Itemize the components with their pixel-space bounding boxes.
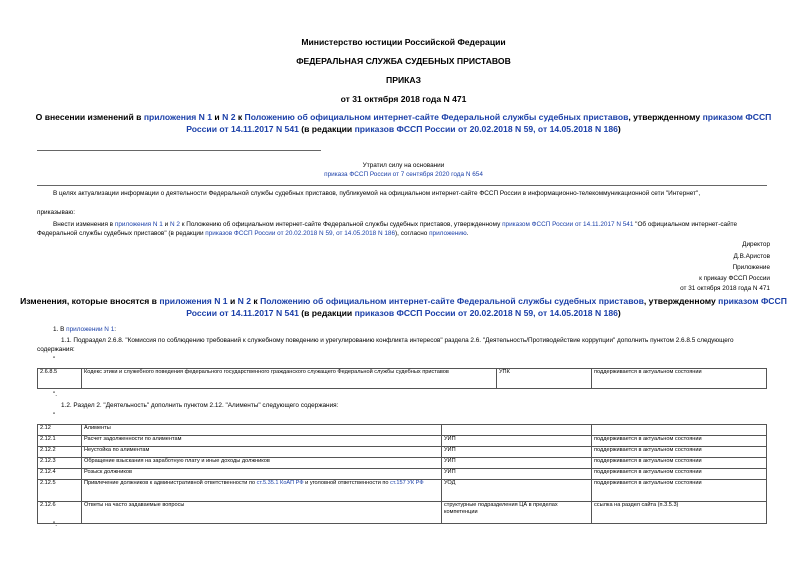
cell-status: ссылка на раздел сайта (п.3.5.3): [592, 502, 767, 524]
item-1: 1. В приложении N 1:: [53, 326, 117, 333]
table-alimony: [37, 424, 767, 524]
cell-title: Расчет задолженности по алиментам: [82, 436, 442, 447]
service-name: ФЕДЕРАЛЬНАЯ СЛУЖБА СУДЕБНЫХ ПРИСТАВОВ: [296, 56, 511, 66]
link-appendix-1[interactable]: приложении N 1: [66, 326, 115, 333]
cell-executor: УИП: [442, 436, 592, 447]
appendix-label: Приложение: [732, 264, 770, 271]
table-row: [38, 480, 767, 502]
quote-close: ".: [53, 391, 58, 398]
document-title: О внесении изменений в приложения N 1 и N 2 к Положению об официальном интернет-сайте Федеральной службы судебных приставов, утвержденному приказом ФССП России от 14.11.2017 N 541 (в редакции приказов ФССП России от 20.02.2018 N 59, от 14.05.2018 N 186): [35, 112, 772, 134]
doc-date: от 31 октября 2018 года N 471: [340, 94, 467, 104]
item-1-2: 1.2. Раздел 2. "Деятельность" дополнить пунктом 2.12. "Алименты" следующего содержания:: [61, 402, 339, 409]
link-koap-5-35-1[interactable]: ст.5.35.1 КоАП РФ: [256, 480, 304, 486]
link-regulation[interactable]: Положению об официальном интернет-сайте Федеральной службы судебных приставов: [260, 296, 644, 306]
cell-executor: УПК: [497, 369, 592, 389]
cell-status: поддерживается в актуальном состоянии: [592, 458, 767, 469]
cell-number: 2.12.5: [38, 480, 82, 502]
ministry-name: Министерство юстиции Российской Федерации: [301, 37, 506, 47]
cell-title: Ответы на часто задаваемые вопросы: [82, 502, 442, 524]
signer-role: Директор: [742, 241, 770, 248]
cell-title: Обращение взыскания на заработную плату и иные доходы должников: [82, 458, 442, 469]
table-row: [38, 436, 767, 447]
link-orders-59-186[interactable]: приказов ФССП России от 20.02.2018 N 59, от 14.05.2018 N 186: [354, 308, 618, 318]
cell-number: 2.6.8.5: [38, 369, 82, 389]
changes-title: Изменения, которые вносятся в приложения N 1 и N 2 к Положению об официальном интернет-сайте Федеральной службы судебных приставов, утвержденному приказом ФССП России от 14.11.2017 N 541 (в редакции приказов ФССП России от 20.02.2018 N 59, от 14.05.2018 N 186): [20, 296, 787, 318]
link-appendix[interactable]: приложению: [429, 229, 467, 237]
table-row: [38, 369, 767, 389]
cell-number: 2.12.4: [38, 469, 82, 480]
table-row: [38, 425, 767, 436]
link-orders-59-186[interactable]: приказов ФССП России от 20.02.2018 N 59, от 14.05.2018 N 186: [205, 229, 396, 237]
quote-close: ".: [53, 521, 58, 528]
table-row: [38, 469, 767, 480]
item-1-1: 1.1. Подраздел 2.6.8. "Комиссия по соблюдению требований к служебному поведению и урегулированию конфликта интересов" раздела 2.6. "Деятельность/Противодействие коррупции" дополнить пунктом 2.6.8.5 следующего содержания:: [37, 337, 734, 353]
link-regulation[interactable]: Положению об официальном интернет-сайте Федеральной службы судебных приставов: [244, 112, 629, 122]
order-word: приказываю:: [37, 209, 75, 216]
link-appendix-2[interactable]: N 2: [222, 112, 236, 122]
quote-open: ": [53, 412, 56, 419]
paragraph-amend: Внести изменения в приложения N 1 и N 2 к Положению об официальном интернет-сайте Федеральной службы судебных приставов, утвержденному приказом ФССП России от 14.11.2017 N 541 "Об официальном интернет-сайте Федеральной службы судебных приставов" (в редакции приказов ФССП России от 20.02.2018 N 59, от 14.05.2018 N 186), согласно приложению.: [37, 221, 738, 237]
cell-title: Розыск должников: [82, 469, 442, 480]
cell-number: 2.12.6: [38, 502, 82, 524]
cell-status: поддерживается в актуальном состоянии: [592, 436, 767, 447]
link-uk-157[interactable]: ст.157 УК РФ: [390, 480, 424, 486]
cell-executor: УОД: [442, 480, 592, 502]
cell-executor: УИП: [442, 458, 592, 469]
cell-title: Привлечение должников к административной ответственности по ст.5.35.1 КоАП РФ и уголовной ответственности по ст.157 УК РФ: [82, 480, 442, 502]
link-expired-order[interactable]: приказа ФССП России от 7 сентября 2020 года N 654: [324, 171, 483, 178]
cell-number: 2.12.3: [38, 458, 82, 469]
table-row: [38, 458, 767, 469]
cell-status: поддерживается в актуальном состоянии: [592, 480, 767, 502]
cell-executor: УИП: [442, 469, 592, 480]
link-orders-59-186[interactable]: приказов ФССП России от 20.02.2018 N 59, от 14.05.2018 N 186: [354, 124, 618, 134]
link-appendix-1[interactable]: приложения N 1: [114, 221, 163, 228]
cell-status: поддерживается в актуальном состоянии: [592, 469, 767, 480]
quote-open: ": [53, 356, 56, 363]
cell-status: [592, 425, 767, 436]
cell-executor: [442, 425, 592, 436]
cell-number: 2.12.1: [38, 436, 82, 447]
link-order-541[interactable]: приказом ФССП России от 14.11.2017 N 541: [186, 296, 787, 318]
table-row: [38, 502, 767, 524]
link-appendix-1[interactable]: приложения N 1: [143, 112, 213, 122]
divider: [37, 185, 767, 186]
link-order-541[interactable]: приказом ФССП России от 14.11.2017 N 541: [186, 112, 772, 134]
cell-number: 2.12: [38, 425, 82, 436]
appendix-to: к приказу ФССП России: [699, 275, 770, 282]
link-appendix-1[interactable]: приложения N 1: [159, 296, 228, 306]
table-anticorruption: [37, 368, 767, 389]
signer-name: Д.В.Аристов: [733, 253, 770, 260]
cell-status: поддерживается в актуальном состоянии: [592, 447, 767, 458]
cell-title: Кодекс этики и служебного поведения федерального государственного гражданского служащего Федеральной службы судебных приставов: [82, 369, 497, 389]
cell-title: Неустойка по алиментам: [82, 447, 442, 458]
cell-executor: УИП: [442, 447, 592, 458]
cell-number: 2.12.2: [38, 447, 82, 458]
paragraph-purpose: В целях актуализации информации о деятельности Федеральной службы судебных приставов, публикуемой на официальном интернет-сайте ФССП России в информационно-телекоммуникационной сети "Интернет",: [53, 190, 701, 197]
cell-title: Алименты: [82, 425, 442, 436]
link-appendix-2[interactable]: N 2: [237, 296, 252, 306]
link-appendix-2[interactable]: N 2: [169, 221, 180, 228]
cell-executor: структурные подразделения ЦА в пределах компетенции: [442, 502, 592, 524]
expired-note: Утратил силу на основании: [362, 162, 445, 169]
table-row: [38, 447, 767, 458]
doc-type: ПРИКАЗ: [386, 75, 421, 85]
cell-status: поддерживается в актуальном состоянии: [592, 369, 767, 389]
divider: [37, 150, 321, 151]
link-order-541[interactable]: приказом ФССП России от 14.11.2017 N 541: [502, 221, 634, 228]
appendix-date: от 31 октября 2018 года N 471: [680, 285, 770, 292]
